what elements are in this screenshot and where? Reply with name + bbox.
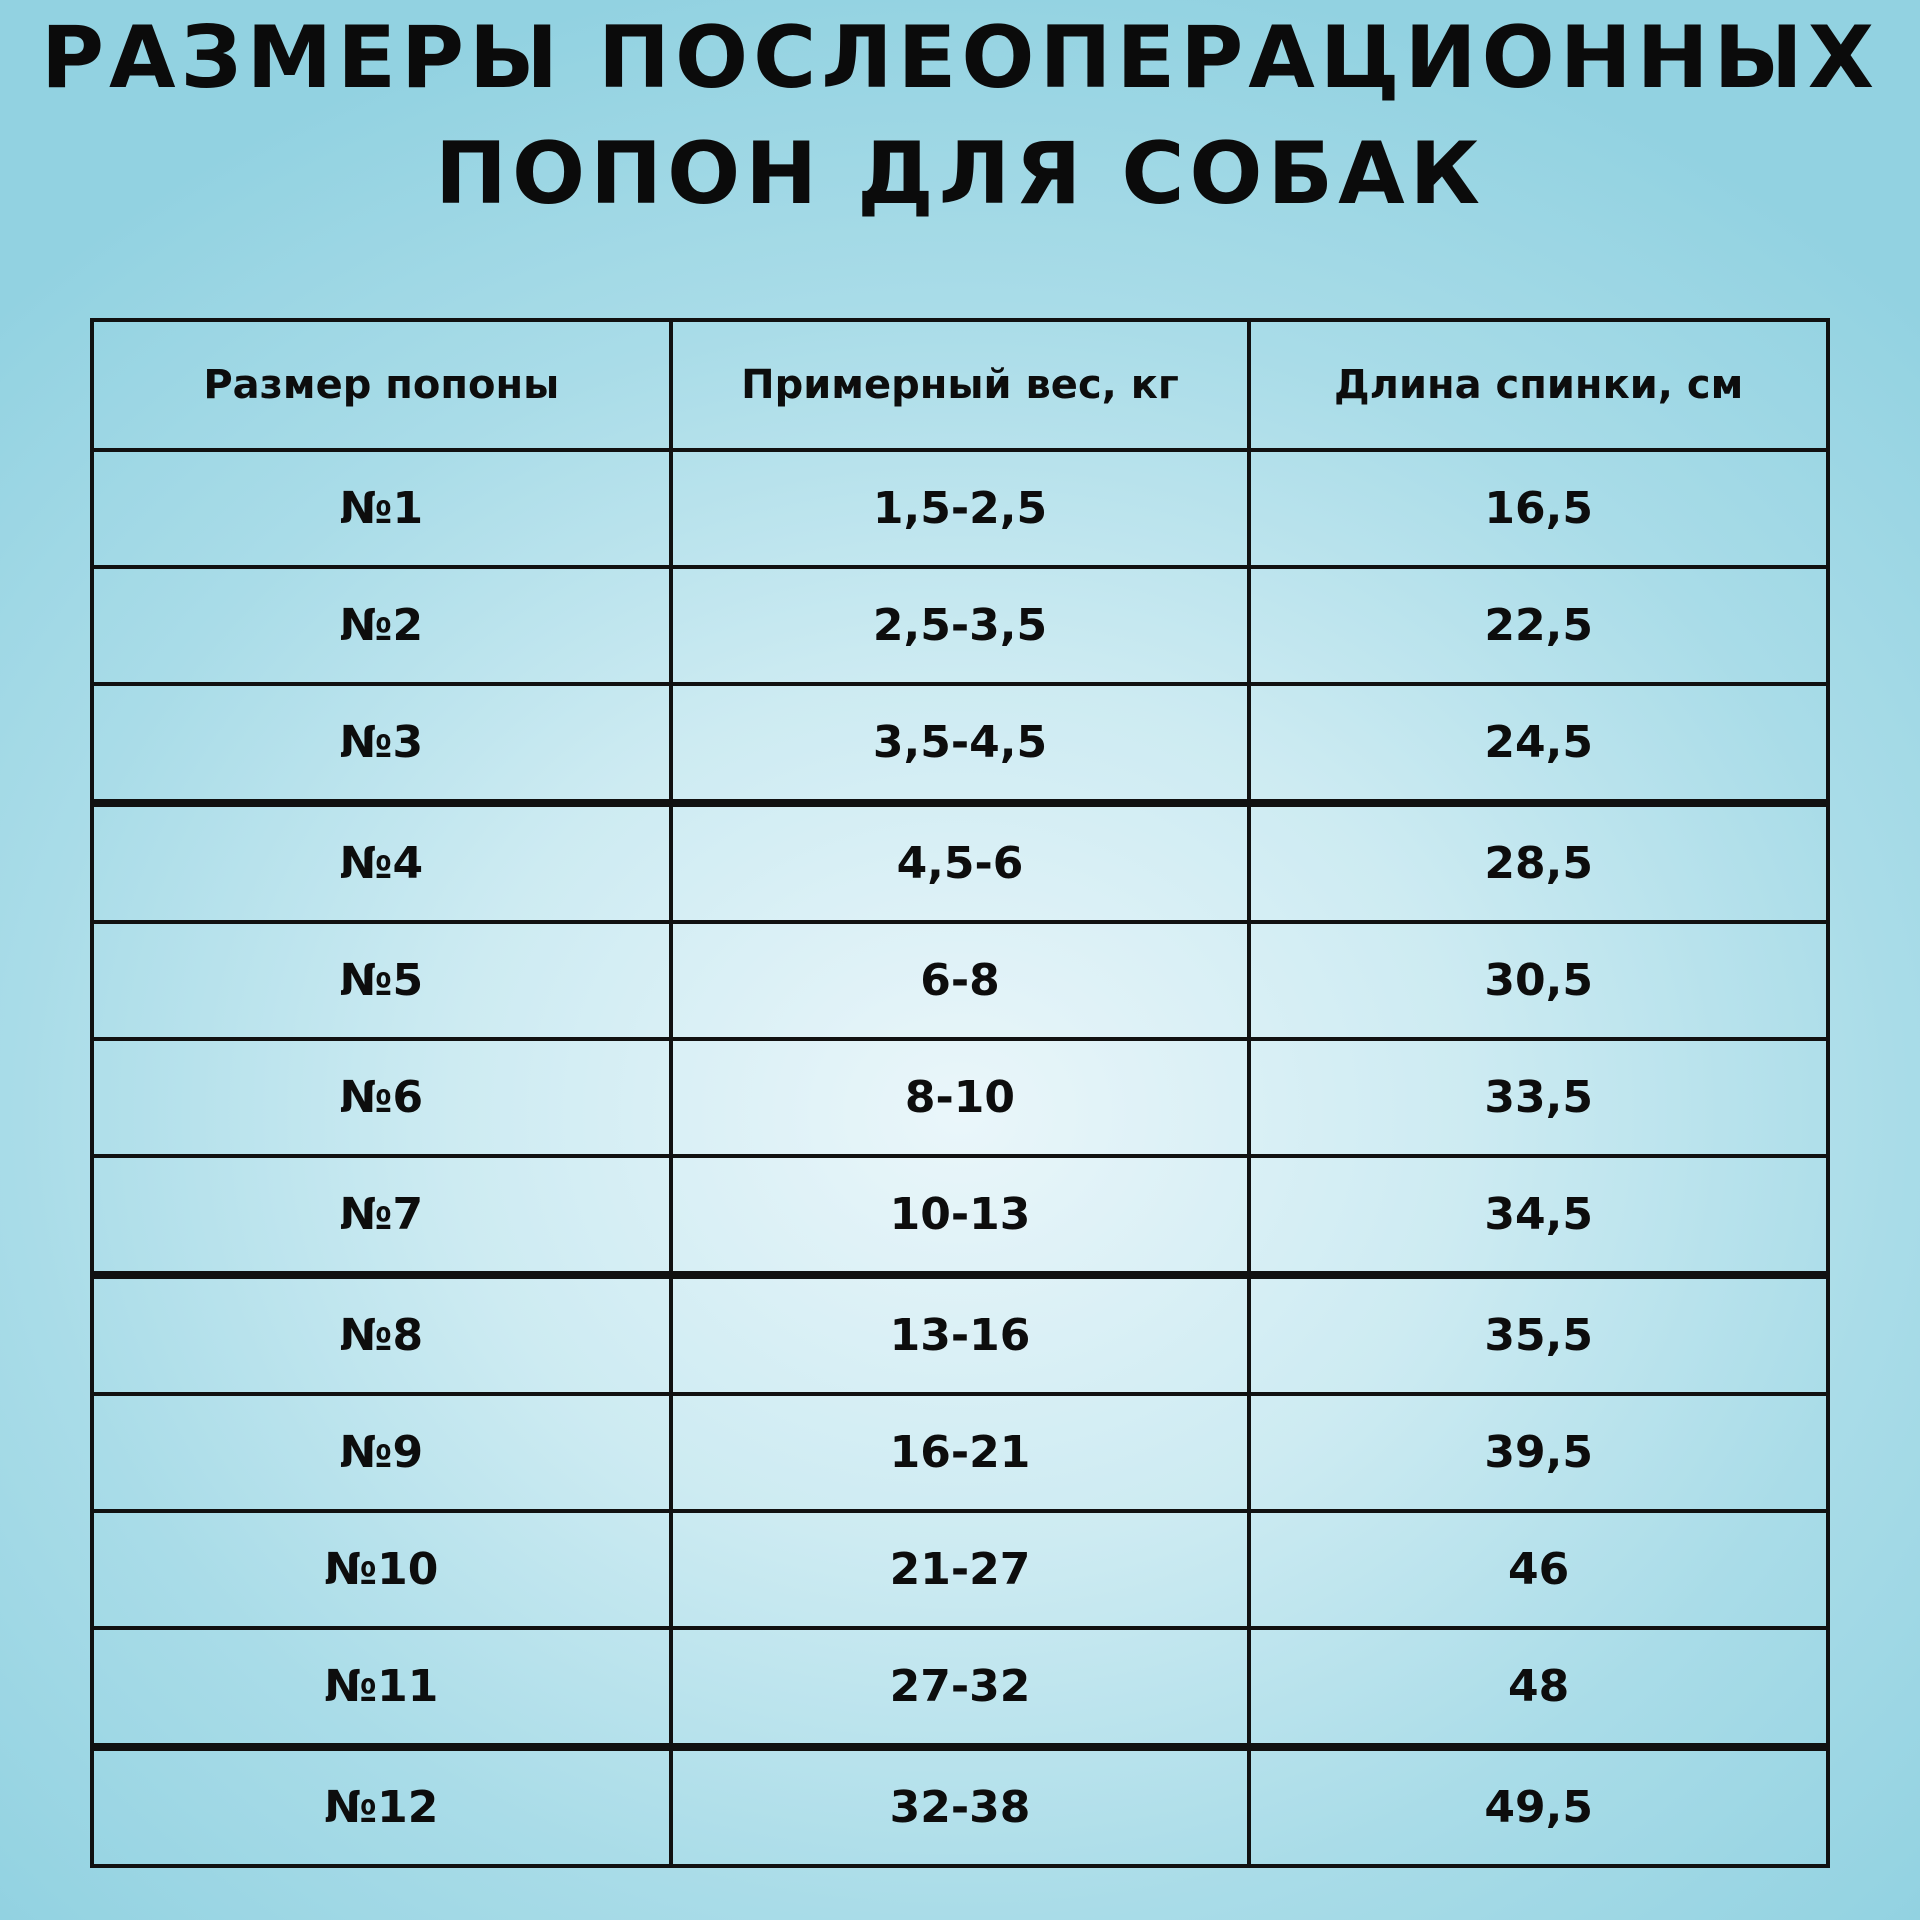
- table-row: [92, 803, 1828, 922]
- cell-back-length: 22,5: [1249, 567, 1828, 684]
- table-row: [92, 1511, 1828, 1628]
- page-title: [0, 0, 1920, 232]
- cell-weight: 8-10: [671, 1039, 1250, 1156]
- table-row: [92, 684, 1828, 803]
- table-row: [92, 1275, 1828, 1394]
- cell-weight: 10-13: [671, 1156, 1250, 1275]
- cell-size: №7: [92, 1156, 671, 1275]
- title-line-1: РАЗМЕРЫ ПОСЛЕОПЕРАЦИОННЫХ: [40, 8, 1880, 108]
- table-row: [92, 567, 1828, 684]
- cell-back-length: 33,5: [1249, 1039, 1828, 1156]
- cell-size: №12: [92, 1747, 671, 1866]
- cell-weight: 32-38: [671, 1747, 1250, 1866]
- cell-weight: 27-32: [671, 1628, 1250, 1747]
- cell-back-length: 30,5: [1249, 922, 1828, 1039]
- header-back-length: Длина спинки, см: [1249, 320, 1828, 450]
- cell-size: №9: [92, 1394, 671, 1511]
- cell-size: №11: [92, 1628, 671, 1747]
- title-line-2: ПОПОН ДЛЯ СОБАК: [435, 124, 1485, 224]
- cell-size: №5: [92, 922, 671, 1039]
- cell-size: №3: [92, 684, 671, 803]
- table-row: [92, 1394, 1828, 1511]
- cell-weight: 16-21: [671, 1394, 1250, 1511]
- header-weight: Примерный вес, кг: [671, 320, 1250, 450]
- cell-back-length: 49,5: [1249, 1747, 1828, 1866]
- table-row: [92, 1039, 1828, 1156]
- cell-weight: 13-16: [671, 1275, 1250, 1394]
- cell-weight: 2,5-3,5: [671, 567, 1250, 684]
- table-row: [92, 1747, 1828, 1866]
- table-row: [92, 450, 1828, 567]
- cell-size: №8: [92, 1275, 671, 1394]
- cell-back-length: 48: [1249, 1628, 1828, 1747]
- size-table: [90, 318, 1830, 1868]
- cell-back-length: 35,5: [1249, 1275, 1828, 1394]
- table-row: [92, 922, 1828, 1039]
- header-size: Размер попоны: [92, 320, 671, 450]
- cell-size: №6: [92, 1039, 671, 1156]
- cell-weight: 4,5-6: [671, 803, 1250, 922]
- cell-back-length: 39,5: [1249, 1394, 1828, 1511]
- cell-back-length: 34,5: [1249, 1156, 1828, 1275]
- cell-back-length: 28,5: [1249, 803, 1828, 922]
- cell-weight: 21-27: [671, 1511, 1250, 1628]
- cell-weight: 1,5-2,5: [671, 450, 1250, 567]
- cell-size: №1: [92, 450, 671, 567]
- cell-back-length: 24,5: [1249, 684, 1828, 803]
- cell-back-length: 16,5: [1249, 450, 1828, 567]
- cell-weight: 3,5-4,5: [671, 684, 1250, 803]
- table-row: [92, 1628, 1828, 1747]
- cell-weight: 6-8: [671, 922, 1250, 1039]
- cell-back-length: 46: [1249, 1511, 1828, 1628]
- table-row: [92, 1156, 1828, 1275]
- table-header-row: [92, 320, 1828, 450]
- cell-size: №2: [92, 567, 671, 684]
- cell-size: №10: [92, 1511, 671, 1628]
- cell-size: №4: [92, 803, 671, 922]
